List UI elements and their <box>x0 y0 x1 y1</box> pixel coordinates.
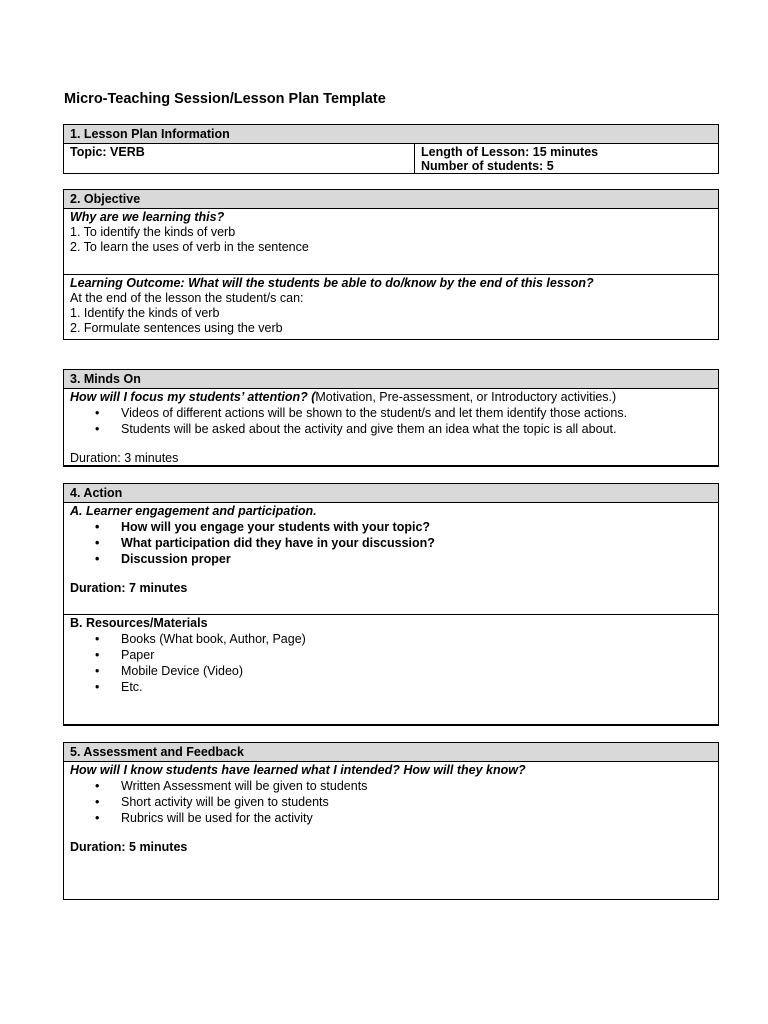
minds-on-question: How will I focus my students’ attention? (Motivation, Pre-assessment, or Introductory activities.) <box>70 390 617 404</box>
resources-cell <box>64 615 718 695</box>
action-duration: Duration: 7 minutes <box>70 581 188 595</box>
list-item: • Etc. <box>70 679 712 695</box>
minds-on-section <box>63 369 719 467</box>
number-of-students: Number of students: 5 <box>421 159 554 173</box>
outcome-question: Learning Outcome: What will the students be able to do/know by the end of this lesson? <box>70 276 594 290</box>
learning-outcome-cell <box>64 275 718 336</box>
assessment-list <box>70 778 712 826</box>
lesson-details-cell <box>415 144 718 173</box>
outcome-item: 1. Identify the kinds of verb <box>70 306 220 320</box>
list-item: • Students will be asked about the activity and give them an idea what the topic is all about. <box>70 421 712 437</box>
page-title: Micro-Teaching Session/Lesson Plan Template <box>64 91 386 107</box>
list-item: • Short activity will be given to students <box>70 794 712 810</box>
assessment-cell <box>64 762 718 855</box>
section-4-header: 4. Action <box>64 484 718 503</box>
why-item: 1. To identify the kinds of verb <box>70 225 236 239</box>
topic-cell: Topic: VERB <box>64 144 415 173</box>
list-item: • Rubrics will be used for the activity <box>70 810 712 826</box>
lesson-plan-information-section <box>63 124 719 174</box>
list-item: • Written Assessment will be given to students <box>70 778 712 794</box>
section-1-header: 1. Lesson Plan Information <box>64 125 718 144</box>
outcome-item: 2. Formulate sentences using the verb <box>70 321 283 335</box>
list-item: • Videos of different actions will be shown to the student/s and let them identify those actions. <box>70 405 712 421</box>
list-item: • Paper <box>70 647 712 663</box>
why-learning-cell <box>64 209 718 274</box>
section-2-header: 2. Objective <box>64 190 718 209</box>
outcome-intro: At the end of the lesson the student/s can: <box>70 291 304 305</box>
action-section <box>63 483 719 726</box>
list-item: • Discussion proper <box>70 551 712 567</box>
why-question: Why are we learning this? <box>70 210 225 224</box>
assessment-question: How will I know students have learned what I intended? How will they know? <box>70 763 526 777</box>
list-item: • Mobile Device (Video) <box>70 663 712 679</box>
objective-section <box>63 189 719 340</box>
minds-on-cell <box>64 389 718 466</box>
engagement-title: A. Learner engagement and participation. <box>70 504 317 518</box>
resources-list <box>70 631 712 695</box>
section-5-header: 5. Assessment and Feedback <box>64 743 718 762</box>
list-item: • What participation did they have in your discussion? <box>70 535 712 551</box>
minds-on-duration: Duration: 3 minutes <box>70 451 179 465</box>
resources-title: B. Resources/Materials <box>70 616 208 630</box>
assessment-duration: Duration: 5 minutes <box>70 840 188 854</box>
engagement-list <box>70 519 712 567</box>
list-item: • How will you engage your students with your topic? <box>70 519 712 535</box>
engagement-cell <box>64 503 718 614</box>
why-item: 2. To learn the uses of verb in the sentence <box>70 240 309 254</box>
assessment-feedback-section <box>63 742 719 900</box>
list-item: • Books (What book, Author, Page) <box>70 631 712 647</box>
length-of-lesson: Length of Lesson: 15 minutes <box>421 145 599 159</box>
minds-on-list <box>70 405 712 437</box>
section-3-header: 3. Minds On <box>64 370 718 389</box>
